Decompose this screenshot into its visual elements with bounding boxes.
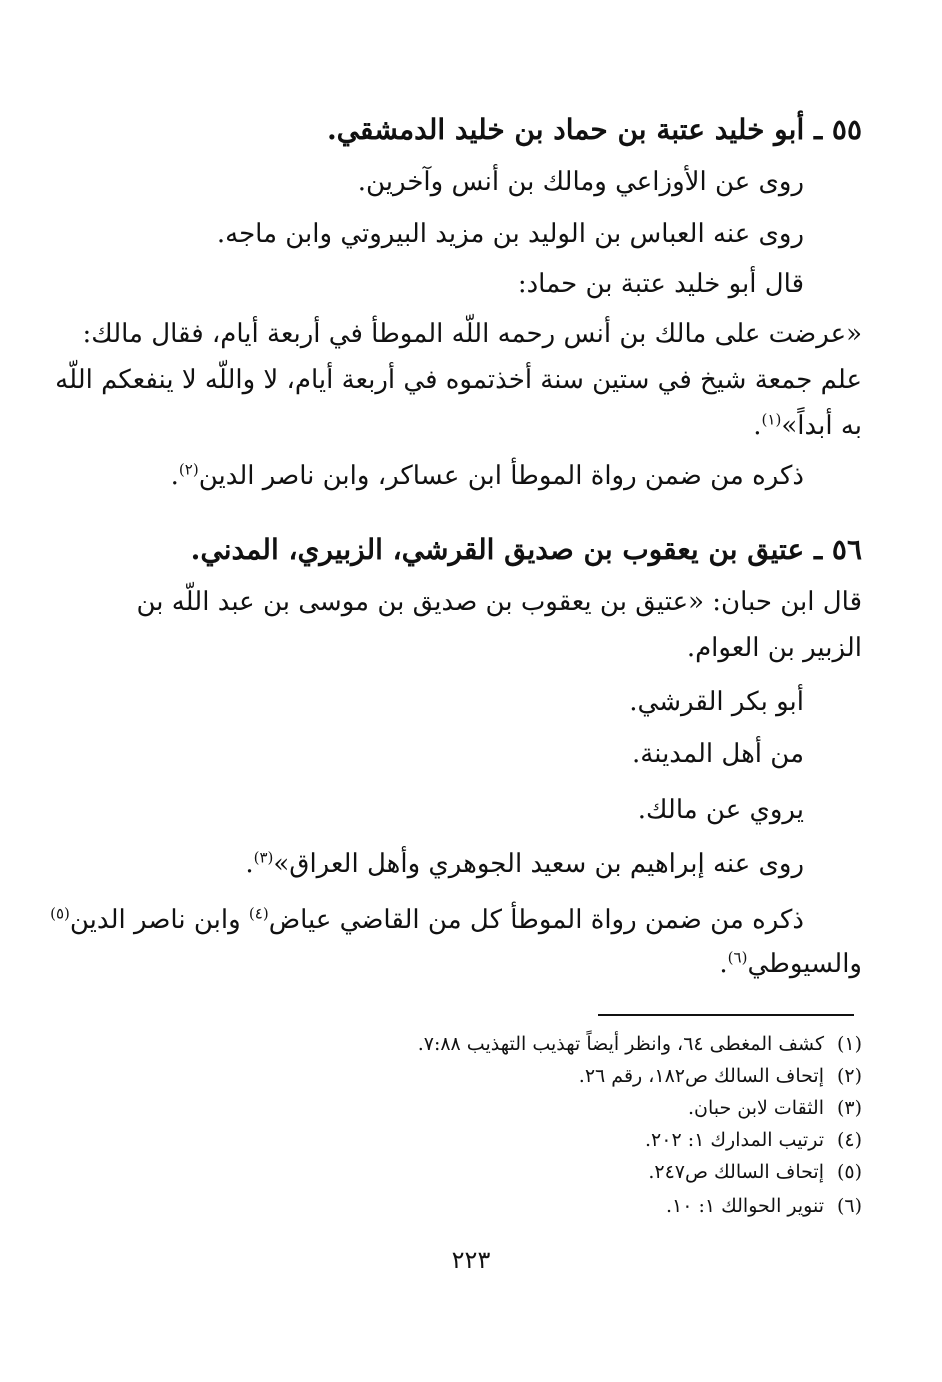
- footnote-4: [645, 1126, 862, 1154]
- entry-56-line-8: [719, 946, 862, 982]
- entry-56-line-8-text: والسيوطي: [747, 949, 862, 979]
- footnote-1-number: (١): [836, 1033, 862, 1055]
- entry-55-line-6-text: به أبداً»: [781, 411, 862, 441]
- footnote-1: [418, 1030, 862, 1058]
- footnote-3: [688, 1094, 862, 1122]
- entry-56-line-4: من أهل المدينة.: [632, 739, 804, 769]
- entry-56-line-5: يروي عن مالك.: [637, 795, 804, 825]
- footnote-6: [666, 1192, 862, 1220]
- footnote-2-number: (٢): [836, 1065, 862, 1087]
- entry-56-line-7-more: وابن ناصر الدين: [69, 905, 241, 935]
- footnote-ref-6: (٦): [727, 948, 748, 967]
- footnote-ref-5: (٥): [50, 904, 70, 923]
- entry-56-line-8-period: .: [719, 949, 728, 979]
- footnote-ref-2: (٢): [178, 460, 199, 479]
- entry-56-line-7: [50, 902, 804, 938]
- entry-56-heading: ٥٦ ـ عتيق بن يعقوب بن صديق القرشي، الزبيري، المدني.: [190, 533, 862, 566]
- page-number: ٢٢٣: [451, 1246, 491, 1274]
- footnote-ref-3: (٣): [253, 848, 274, 867]
- footnote-1-text: كشف المغطى ٦٤، وانظر أيضاً تهذيب التهذيب ٧:٨٨.: [417, 1033, 824, 1055]
- footnote-2-text: إتحاف السالك ص١٨٢، رقم ٢٦.: [578, 1065, 824, 1087]
- footnote-3-number: (٣): [836, 1097, 862, 1119]
- entry-56-line-6-text: روى عنه إبراهيم بن سعيد الجوهري وأهل العراق»: [273, 849, 804, 879]
- footnote-2: [579, 1062, 862, 1090]
- entry-56-line-7-text: ذكره من ضمن رواة الموطأ كل من القاضي عياض: [268, 905, 804, 935]
- footnote-ref-1: (١): [761, 410, 782, 429]
- entry-56-line-3: أبو بكر القرشي.: [629, 687, 804, 717]
- footnote-4-text: ترتيب المدارك ١: ٢٠٢.: [644, 1129, 824, 1151]
- entry-55-line-4: «عرضت على مالك بن أنس رحمه اللّه الموطأ في أربعة أيام، فقال مالك:: [82, 319, 862, 349]
- entry-56-line-2: الزبير بن العوام.: [686, 633, 862, 663]
- footnote-5: [648, 1158, 862, 1186]
- entry-55-line-1: روى عن الأوزاعي ومالك بن أنس وآخرين.: [357, 167, 804, 197]
- entry-55-line-6: [753, 408, 862, 444]
- footnote-divider: [598, 1014, 854, 1016]
- footnote-5-text: إتحاف السالك ص٢٤٧.: [648, 1161, 824, 1183]
- footnote-6-text: تنوير الحوالك ١: ١٠.: [665, 1195, 824, 1217]
- entry-55-line-5: علم جمعة شيخ في ستين سنة أخذتموه في أربعة أيام، لا واللّه لا ينفعكم اللّه: [55, 365, 862, 395]
- entry-55-line-7: [171, 458, 804, 494]
- footnote-5-number: (٥): [836, 1161, 862, 1183]
- footnote-4-number: (٤): [836, 1129, 862, 1151]
- footnote-6-number: (٦): [836, 1195, 862, 1217]
- entry-56-line-6-period: .: [245, 849, 254, 879]
- footnote-3-text: الثقات لابن حبان.: [687, 1097, 824, 1119]
- entry-56-line-1: قال ابن حبان: «عتيق بن يعقوب بن صديق بن موسى بن عبد اللّه بن: [136, 587, 862, 617]
- footnote-ref-4: (٤): [248, 904, 269, 923]
- entry-55-heading: ٥٥ ـ أبو خليد عتبة بن حماد بن خليد الدمشقي.: [326, 113, 862, 146]
- entry-55-line-3: قال أبو خليد عتبة بن حماد:: [517, 269, 804, 299]
- entry-56-line-6: [245, 846, 804, 882]
- entry-55-line-2: روى عنه العباس بن الوليد بن مزيد البيروتي وابن ماجه.: [216, 219, 804, 249]
- entry-55-line-6-period: .: [753, 411, 762, 441]
- entry-55-line-7-period: .: [170, 461, 179, 491]
- entry-55-line-7-text: ذكره من ضمن رواة الموطأ ابن عساكر، وابن ناصر الدين: [198, 461, 804, 491]
